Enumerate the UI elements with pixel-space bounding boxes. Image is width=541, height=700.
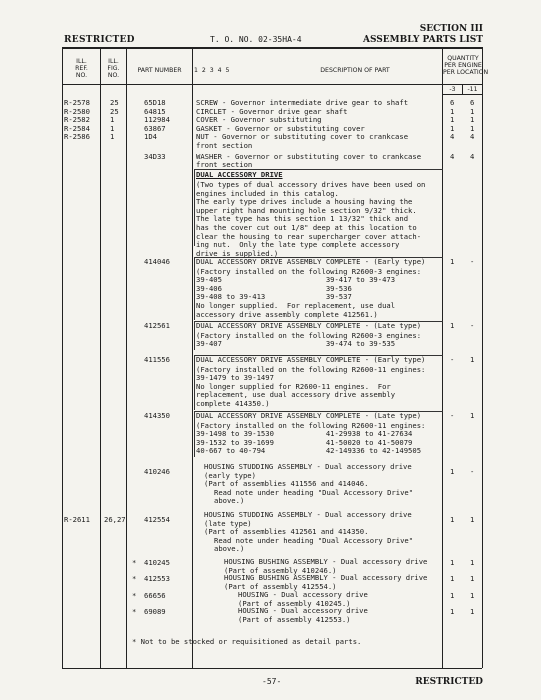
row-qty-11: 1 — [470, 115, 475, 125]
assembly-qty-3: 1 — [450, 321, 455, 330]
row-fig: 1 — [110, 123, 115, 133]
assembly-title: DUAL ACCESSORY DRIVE ASSEMBLY COMPLETE - (Early type) — [196, 257, 426, 266]
col-rule — [482, 47, 483, 668]
row-fig: 25 — [110, 98, 119, 107]
bushing-qty-11: 1 — [470, 574, 475, 583]
assembly-detail-line: 39-407 39-474 to 39-535 — [196, 339, 396, 349]
housing-part-number: 410246 — [144, 467, 170, 476]
assembly-title: DUAL ACCESSORY DRIVE ASSEMBLY COMPLETE - (Early type) — [196, 355, 426, 364]
assembly-part-number: 411556 — [144, 355, 170, 364]
assembly-detail-line: 39-1479 to 39-1497 — [196, 373, 274, 383]
housing-qty-3: 1 — [450, 515, 455, 524]
bushing-part-number: 69089 — [144, 607, 166, 616]
row-part-number: 65D18 — [144, 98, 166, 107]
col-rule — [192, 47, 193, 668]
assembly-detail-line: (Factory installed on the following R2600-3 engines: — [196, 266, 422, 276]
bushing-qty-3: 1 — [450, 607, 455, 616]
col-part-number: PART NUMBER — [137, 67, 182, 74]
bushing-title: HOUSING BUSHING ASSEMBLY - Dual accessory drive — [224, 573, 428, 582]
document-number: T. O. NO. 02-35HA-4 — [210, 35, 302, 44]
row-qty-11: 4 — [470, 151, 475, 161]
assembly-detail-line: replacement, use dual accessory drive assembly — [196, 390, 396, 400]
dual-note-line: The late type has this section 1 13/32" thick and — [196, 214, 409, 224]
row-ref: R-2578 — [64, 98, 90, 107]
col-ill-ref: ILL. REF. NO. — [75, 58, 88, 80]
assembly-part-number: 412561 — [144, 321, 170, 330]
row-qty-11: 4 — [470, 132, 475, 142]
bushing-qty-11: 1 — [470, 591, 475, 600]
assembly-detail-line: No longer supplied. For replacement, use dual — [196, 301, 396, 310]
housing-detail-line: (Part of assemblies 412561 and 414350. — [204, 527, 369, 537]
assembly-part-number: 414046 — [144, 257, 170, 266]
assembly-detail-line: 39-408 to 39-413 39-537 — [196, 292, 352, 302]
col-rule — [100, 47, 101, 668]
bushing-part-number: 410245 — [144, 558, 170, 567]
assembly-qty-11: - — [470, 257, 475, 266]
bushing-qty-3: 1 — [450, 574, 455, 583]
bushing-title: HOUSING - Dual accessory drive — [238, 606, 368, 615]
bushing-sub: (Part of assembly 410245.) — [238, 598, 351, 608]
dual-note-line: (Two types of dual accessory drives have been used on — [196, 180, 426, 189]
housing-qty-11: - — [470, 467, 475, 476]
row-description: front section — [196, 160, 253, 170]
row-description: SCREW - Governor intermediate drive gear to shaft — [196, 98, 409, 107]
bushing-title: HOUSING BUSHING ASSEMBLY - Dual accessory drive — [224, 557, 428, 566]
row-description: COVER - Governor substituting — [196, 115, 322, 125]
row-qty-3: 1 — [450, 106, 455, 116]
restricted-label-bottom: RESTRICTED — [415, 677, 483, 687]
row-qty-3: 1 — [450, 115, 455, 125]
qty-col-11: -11 — [467, 86, 478, 93]
row-fig: 1 — [110, 132, 115, 142]
bushing-star: * — [132, 574, 137, 583]
housing-detail-line: above.) — [214, 544, 245, 554]
col-ill-fig: ILL. FIG. NO. — [107, 58, 120, 80]
housing-detail-line: (late type) — [204, 518, 252, 528]
restricted-label-top: RESTRICTED — [64, 35, 135, 45]
assembly-detail-line: complete 414350.) — [196, 399, 270, 408]
assembly-part-number: 414350 — [144, 411, 170, 420]
assembly-detail-line: 39-406 39-536 — [196, 283, 352, 293]
row-part-number: 112984 — [144, 115, 170, 125]
housing-title: HOUSING STUDDING ASSEMBLY - Dual accessory drive — [204, 510, 412, 519]
dual-note-line: ing nut. Only the late type complete accessory — [196, 240, 400, 250]
row-description: GASKET - Governor or substituting cover — [196, 123, 365, 133]
row-ref: R-2582 — [64, 115, 90, 125]
assembly-qty-11: 1 — [470, 355, 475, 364]
housing-detail-line: Read note under heading "Dual Accessory Drive" — [214, 487, 414, 497]
housing-title: HOUSING STUDDING ASSEMBLY - Dual accessory drive — [204, 462, 412, 471]
bushing-star: * — [132, 607, 137, 616]
assembly-qty-11: - — [470, 321, 475, 330]
row-qty-3: 4 — [450, 132, 455, 142]
table-top-rule — [62, 47, 482, 49]
row-part-number: 34D33 — [144, 151, 166, 161]
row-description: NUT - Governor or substituting cover to crankcase — [196, 132, 409, 142]
col-rule — [126, 47, 127, 668]
bushing-part-number: 66656 — [144, 591, 166, 600]
dual-note-line: drive is supplied.) — [196, 248, 279, 258]
assembly-qty-11: 1 — [470, 411, 475, 420]
assembly-detail-line: No longer supplied for R2600-11 engines. For — [196, 381, 391, 391]
row-description: WASHER - Governor or substituting cover to crankcase — [196, 151, 422, 161]
col-indent: 1 2 3 4 5 — [194, 67, 230, 74]
assembly-qty-3: 1 — [450, 257, 455, 266]
bushing-star: * — [132, 558, 137, 567]
bushing-title: HOUSING - Dual accessory drive — [238, 590, 368, 599]
assembly-detail-line: 39-405 39-417 to 39-473 — [196, 275, 396, 285]
assembly-qty-3: - — [450, 411, 455, 420]
row-qty-11: 1 — [470, 106, 475, 116]
row-description: front section — [196, 141, 253, 150]
bushing-sub: (Part of assembly 412554.) — [224, 581, 337, 591]
assembly-qty-3: - — [450, 355, 455, 364]
row-qty-11: 1 — [470, 123, 475, 133]
housing-detail-line: (early type) — [204, 470, 256, 480]
col-rule — [62, 47, 63, 668]
dual-note-line: engines included in this catalog. — [196, 188, 339, 198]
page-section-title: ASSEMBLY PARTS LIST — [362, 35, 483, 45]
footnote: * Not to be stocked or requisitioned as detail parts. — [132, 637, 362, 646]
assembly-detail-line: 40-667 to 40-794 42-149336 to 42-149505 — [196, 446, 422, 456]
bushing-qty-11: 1 — [470, 558, 475, 567]
row-ref: R-2580 — [64, 106, 90, 116]
assembly-detail-line: (Factory installed on the following R2600-11 engines: — [196, 364, 426, 374]
row-qty-3: 1 — [450, 123, 455, 133]
table-bottom-rule — [62, 668, 482, 669]
assembly-detail-line: 39-1532 to 39-1699 41-50020 to 41-50079 — [196, 437, 413, 447]
row-description: CIRCLET - Governor drive gear shaft — [196, 106, 348, 116]
row-ref: R-2584 — [64, 123, 90, 133]
dual-note-line: upper right hand mounting hole section 9/32" thick. — [196, 205, 417, 215]
housing-part-number: 412554 — [144, 515, 170, 524]
assembly-title: DUAL ACCESSORY DRIVE ASSEMBLY COMPLETE - (Late type) — [196, 321, 422, 330]
housing-detail-line: Read note under heading "Dual Accessory Drive" — [214, 535, 414, 545]
housing-qty-11: 1 — [470, 515, 475, 524]
dual-note-line: has the cover cut out 1/8" deep at this location to — [196, 223, 417, 232]
dual-note-line: The early type drives include a housing having the — [196, 197, 413, 207]
col-description: DESCRIPTION OF PART — [320, 67, 390, 74]
row-qty-11: 6 — [470, 98, 475, 107]
bushing-qty-11: 1 — [470, 607, 475, 616]
bushing-part-number: 412553 — [144, 574, 170, 583]
bushing-sub: (Part of assembly 410246.) — [224, 565, 337, 575]
header-bottom-rule — [62, 84, 482, 85]
dual-note-line: clear the housing to rear supercharger cover attach- — [196, 231, 422, 241]
row-part-number: 63867 — [144, 123, 166, 133]
dual-accessory-heading: DUAL ACCESSORY DRIVE — [196, 170, 283, 179]
row-part-number: 1D4 — [144, 132, 157, 142]
bushing-sub: (Part of assembly 412553.) — [238, 614, 351, 624]
assembly-title: DUAL ACCESSORY DRIVE ASSEMBLY COMPLETE - (Late type) — [196, 411, 422, 420]
bushing-qty-3: 1 — [450, 558, 455, 567]
page-number: -57- — [262, 677, 282, 686]
assembly-detail-line: (Factory installed on the following R2600-3 engines: — [196, 330, 422, 340]
row-fig: 1 — [110, 115, 115, 125]
col-quantity: QUANTITY PER ENGINE PER LOCATION — [443, 55, 489, 77]
section-label: SECTION III — [419, 24, 483, 34]
qty-sub-rule-2 — [442, 94, 482, 95]
housing-fig: 26,27 — [104, 515, 126, 524]
row-qty-3: 4 — [450, 151, 455, 161]
row-qty-3: 6 — [450, 98, 455, 107]
row-part-number: 64815 — [144, 106, 166, 116]
housing-detail-line: above.) — [214, 496, 245, 506]
assembly-detail-line: (Factory installed on the following R2600-11 engines: — [196, 420, 426, 430]
assembly-detail-line: 39-1498 to 39-1530 41-29938 to 41-27634 — [196, 429, 413, 439]
housing-qty-3: 1 — [450, 467, 455, 476]
row-ref: R-2586 — [64, 132, 90, 142]
qty-col-3: -3 — [449, 86, 456, 93]
row-fig: 25 — [110, 106, 119, 116]
assembly-detail-line: accessory drive assembly complete 412561.) — [196, 309, 378, 319]
bushing-star: * — [132, 591, 137, 600]
housing-detail-line: (Part of assemblies 411556 and 414046. — [204, 479, 369, 489]
bushing-qty-3: 1 — [450, 591, 455, 600]
housing-ref: R-2611 — [64, 515, 90, 524]
